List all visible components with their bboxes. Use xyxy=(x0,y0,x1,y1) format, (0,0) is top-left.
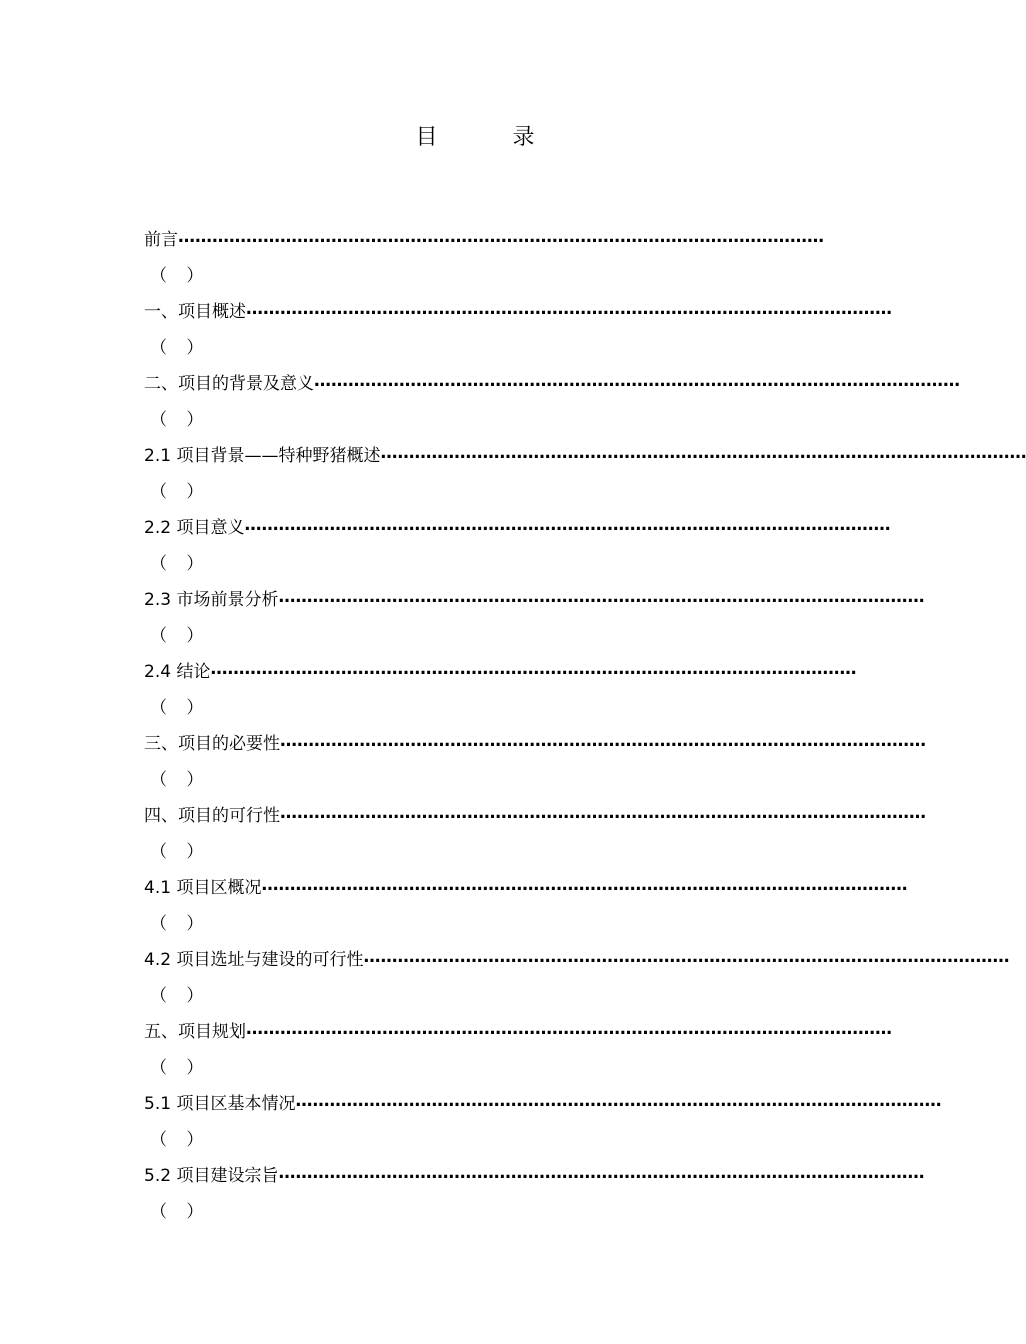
toc-entry-title: 2.4 结论 xyxy=(144,661,211,682)
toc-entry-title: 四、项目的可行性 xyxy=(144,805,280,826)
dot-leader: …………………………………………………………………………………………………… xyxy=(278,587,925,607)
toc-entry-line xyxy=(144,1155,925,1191)
toc-entry-title: 4.1 项目区概况 xyxy=(144,877,262,898)
toc-entry-line xyxy=(144,795,926,831)
toc-entry-line xyxy=(144,363,960,399)
toc-entry-title: 2.1 项目背景——特种野猪概述 xyxy=(144,445,381,466)
toc-page-number: （ ） xyxy=(150,769,211,790)
toc-entry-title: 五、项目规划 xyxy=(144,1021,246,1042)
toc-entry-line xyxy=(144,579,925,615)
toc-entry-title: 三、项目的必要性 xyxy=(144,733,280,754)
toc-page-number: （ ） xyxy=(150,553,211,574)
dot-leader: …………………………………………………………………………………………………… xyxy=(280,731,926,751)
table-of-contents xyxy=(144,219,1026,1227)
dot-leader: …………………………………………………………………………………………………… xyxy=(178,227,824,247)
toc-page-number: （ ） xyxy=(150,697,211,718)
toc-entry[interactable] xyxy=(144,939,1010,1011)
toc-page-number: （ ） xyxy=(150,337,211,358)
toc-entry[interactable] xyxy=(144,867,908,939)
toc-entry[interactable] xyxy=(144,1155,925,1227)
toc-entry-line xyxy=(144,291,892,327)
dot-leader: …………………………………………………………………………………………………… xyxy=(244,515,891,535)
toc-page-number: （ ） xyxy=(150,985,211,1006)
dot-leader: …………………………………………………………………………………………………… xyxy=(210,659,857,679)
dot-leader: …………………………………………………………………………………………………… xyxy=(246,1019,892,1039)
toc-page-number: （ ） xyxy=(150,481,211,502)
toc-entry-title: 前言 xyxy=(144,229,178,250)
toc-page-number: （ ） xyxy=(150,409,211,430)
toc-entry-line xyxy=(144,435,1026,471)
toc-entry-line xyxy=(144,939,1010,975)
toc-entry[interactable] xyxy=(144,219,824,291)
toc-entry-line xyxy=(144,219,824,255)
toc-entry-title: 一、项目概述 xyxy=(144,301,246,322)
toc-entry[interactable] xyxy=(144,435,1026,507)
dot-leader: …………………………………………………………………………………………………… xyxy=(314,371,960,391)
dot-leader: …………………………………………………………………………………………………… xyxy=(261,875,908,895)
toc-entry[interactable] xyxy=(144,363,960,435)
toc-entry-title: 二、项目的背景及意义 xyxy=(144,373,314,394)
toc-entry[interactable] xyxy=(144,1011,892,1083)
toc-entry[interactable] xyxy=(144,723,926,795)
dot-leader: …………………………………………………………………………………………………… xyxy=(380,443,1026,463)
toc-entry-line xyxy=(144,507,891,543)
toc-entry-title: 4.2 项目选址与建设的可行性 xyxy=(144,949,364,970)
toc-page-number: （ ） xyxy=(150,265,211,286)
toc-page-number: （ ） xyxy=(150,1201,211,1222)
toc-page-number: （ ） xyxy=(150,1129,211,1150)
toc-entry-title: 5.1 项目区基本情况 xyxy=(144,1093,296,1114)
toc-entry-line xyxy=(144,1011,892,1047)
toc-entry-line xyxy=(144,651,857,687)
toc-entry[interactable] xyxy=(144,579,925,651)
dot-leader: …………………………………………………………………………………………………… xyxy=(363,947,1010,967)
toc-entry[interactable] xyxy=(144,651,857,723)
dot-leader: …………………………………………………………………………………………………… xyxy=(246,299,892,319)
toc-entry[interactable] xyxy=(144,1083,942,1155)
toc-entry[interactable] xyxy=(144,291,892,363)
toc-page-number: （ ） xyxy=(150,625,211,646)
toc-entry[interactable] xyxy=(144,507,891,579)
toc-page-number: （ ） xyxy=(150,841,211,862)
toc-entry-line xyxy=(144,867,908,903)
dot-leader: …………………………………………………………………………………………………… xyxy=(280,803,926,823)
toc-entry-title: 2.3 市场前景分析 xyxy=(144,589,279,610)
toc-entry[interactable] xyxy=(144,795,926,867)
toc-entry-title: 5.2 项目建设宗旨 xyxy=(144,1165,279,1186)
toc-entry-line xyxy=(144,1083,942,1119)
toc-page-number: （ ） xyxy=(150,1057,211,1078)
page-title: 目 录 xyxy=(415,125,569,150)
dot-leader: …………………………………………………………………………………………………… xyxy=(278,1163,925,1183)
dot-leader: …………………………………………………………………………………………………… xyxy=(295,1091,942,1111)
toc-page-number: （ ） xyxy=(150,913,211,934)
toc-entry-title: 2.2 项目意义 xyxy=(144,517,245,538)
toc-entry-line xyxy=(144,723,926,759)
